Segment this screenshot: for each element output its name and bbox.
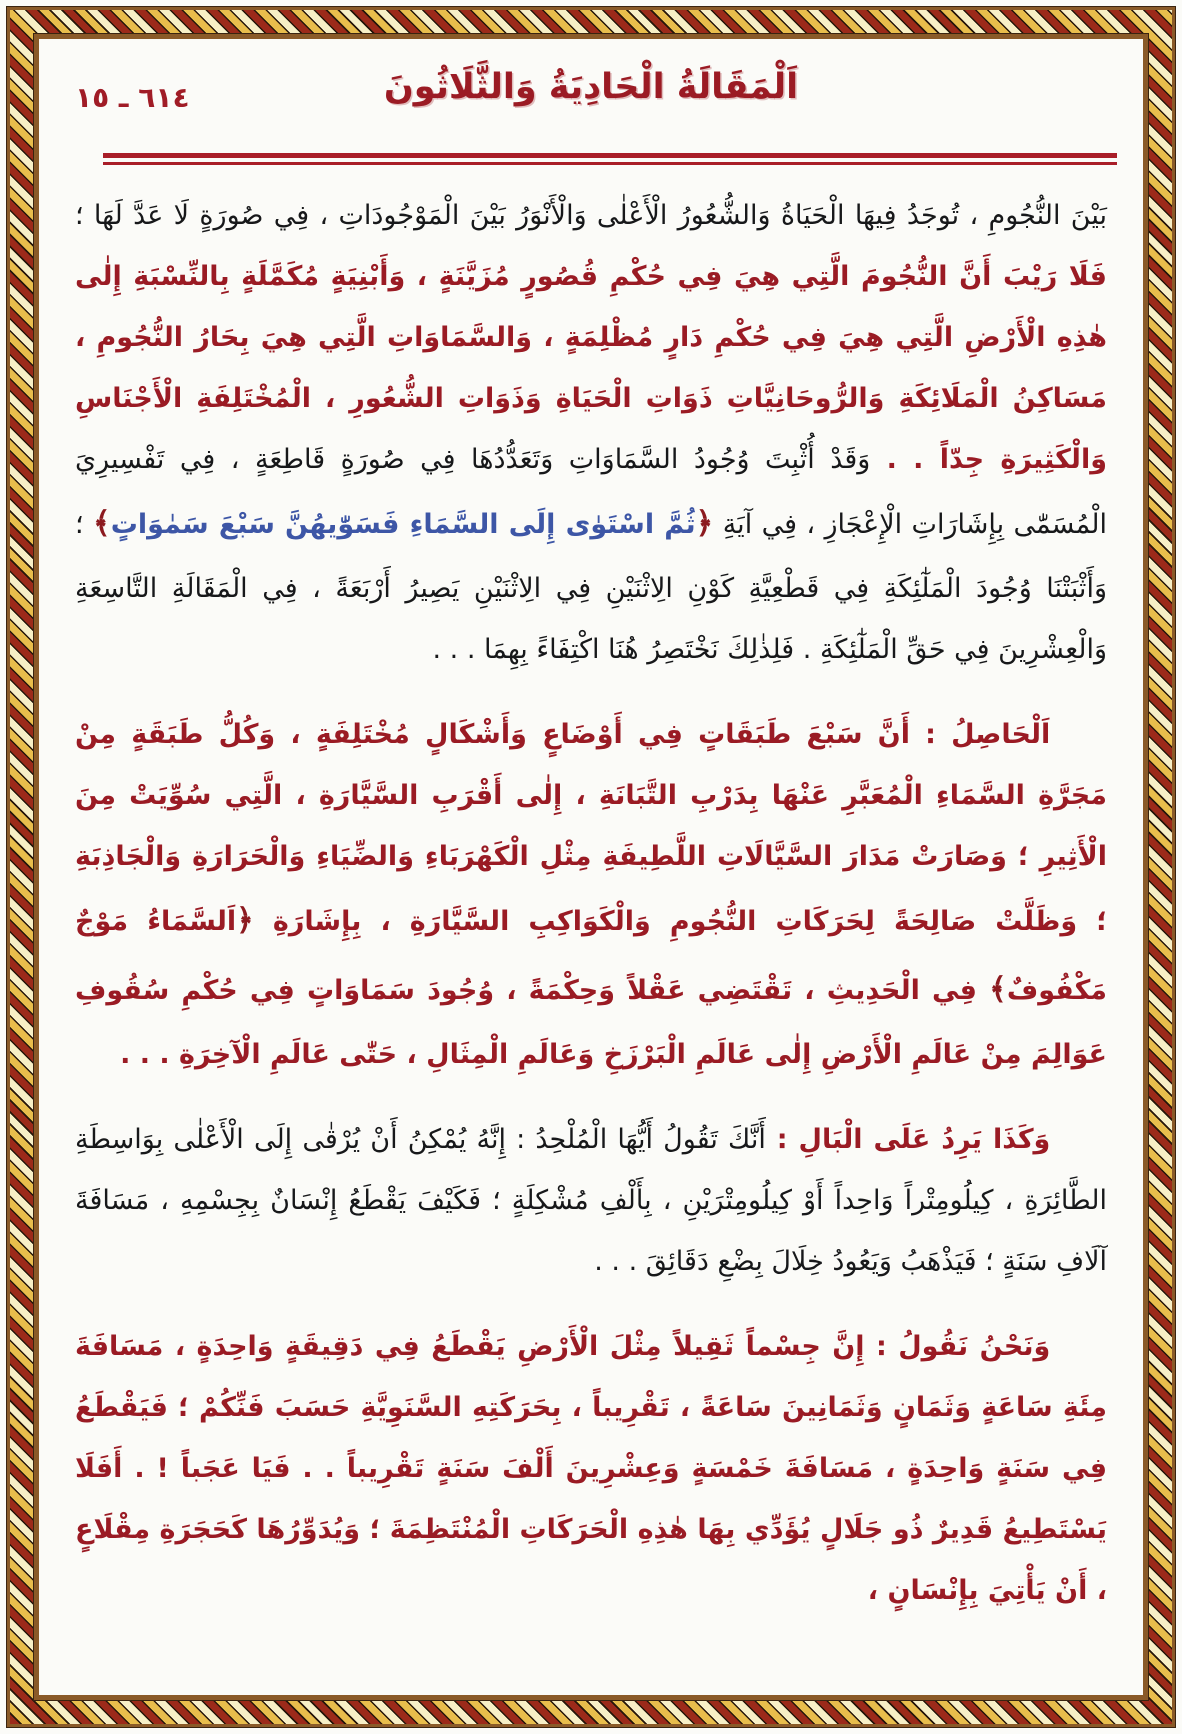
verse-bracket-ornament: ﴿ bbox=[695, 506, 714, 542]
emphasis-segment: وَنَحْنُ نَقُولُ : إِنَّ جِسْماً ثَقِيلاً مِثْلَ الْأَرْضِ يَقْطَعُ فِي دَقِيقَةٍ وَاحِدَةٍ ، مَسَافَةَ مِئَةِ سَاعَةٍ وَثَمَانٍ وَثَمَانِينَ سَاعَةً ، تَقْرِيباً ، بِحَرَكَتِهِ السَّنَوِيَّةِ حَسَبَ فَنِّكُمْ ؛ فَيَقْطَعُ فِي سَنَةٍ وَاحِدَةٍ ، مَسَافَةَ خَمْسَةٍ وَعِشْرِينَ أَلْفَ سَنَةٍ تَقْرِيباً . . فَيَا عَجَباً ! . أَفَلَا يَسْتَطِيعُ قَدِيرٌ ذُو جَلَالٍ يُؤَدِّي بِهَا هٰذِهِ الْحَرَكَاتِ الْمُنْتَظِمَةَ ؛ وَيُدَوِّرُهَا كَحَجَرَةِ مِقْلَاعٍ ، أَنْ يَأْتِيَ بِإِنْسَانٍ ، bbox=[75, 1331, 1107, 1607]
text-segment: وَقَدْ أُثْبِتَ وُجُودُ السَّمَاوَاتِ وَتَعَدُّدُهَا فِي صُورَةٍ قَاطِعَةٍ ، فِي تَفْسِيرِيَ الْمُسَمّٰى بِإِشَارَاتِ الْإِعْجَازِ ، فِي آيَةِ bbox=[75, 444, 1107, 541]
paragraph bbox=[75, 704, 1107, 1085]
body-text bbox=[65, 179, 1117, 1621]
paragraph bbox=[75, 1316, 1107, 1621]
emphasis-segment: اَلْحَاصِلُ : أَنَّ سَبْعَ طَبَقَاتٍ فِي أَوْضَاعٍ وَأَشْكَالٍ مُخْتَلِفَةٍ ، وَكُلُّ طَبَقَةٍ مِنْ مَجَرَّةِ السَّمَاءِ الْمُعَبَّرِ عَنْهَا بِدَرْبِ التَّبَانَةِ ، إِلٰى أَقْرَبِ السَّيَّارَةِ ، الَّتِي سُوِّيَتْ مِنَ الْأَثِيرِ ؛ وَصَارَتْ مَدَارَ السَّيَّالَاتِ اللَّطِيفَةِ مِثْلِ الْكَهْرَبَاءِ وَالضِّيَاءِ وَالْحَرَارَةِ وَالْجَاذِبَةِ ؛ وَظَلَّتْ صَالِحَةً لِحَرَكَاتِ النُّجُومِ وَالْكَوَاكِبِ السَّيَّارَةِ ، بِإِشَارَةِ bbox=[75, 719, 1107, 938]
page-header bbox=[65, 67, 1117, 143]
emphasis-segment: وَكَذَا يَرِدُ عَلَى الْبَالِ : bbox=[765, 1124, 1051, 1156]
verse-bracket-ornament: ﴾ bbox=[989, 971, 1007, 1007]
verse-bracket-ornament: ﴾ bbox=[92, 506, 111, 542]
text-segment: أَنَّكَ تَقُولُ أَيُّهَا الْمُلْحِدُ : إِنَّهُ يُمْكِنُ أَنْ يُرْقٰى إِلَى الْأَعْلٰى بِوَاسِطَةِ الطَّائِرَةِ ، كِيلُومِتْراً وَاحِداً أَوْ كِيلُومِتْرَيْنِ ، بِأَلْفِ مُشْكِلَةٍ ؛ فَكَيْفَ يَقْطَعُ إِنْسَانٌ بِجِسْمِهِ ، مَسَافَةَ آلَافِ سَنَةٍ ؛ فَيَذْهَبُ وَيَعُودُ خِلَالَ بِضْعِ دَقَائِقَ . . . bbox=[75, 1124, 1107, 1278]
verse-bracket-ornament: ﴿ bbox=[236, 903, 254, 939]
text-segment: بَيْنَ النُّجُومِ ، تُوجَدُ فِيهَا الْحَيَاةُ وَالشُّعُورُ الْأَعْلٰى وَالْأَنْوَرُ بَيْنَ الْمَوْجُودَاتِ ، فِي صُورَةٍ لَا عَدَّ لَهَا ؛ bbox=[75, 200, 1107, 231]
quran-verse: ثُمَّ اسْتَوٰى إِلَى السَّمَاءِ فَسَوّٰيهُنَّ سَبْعَ سَمٰوَاتٍ bbox=[110, 509, 696, 541]
page-title: اَلْمَقَالَةُ الْحَادِيَةُ وَالثَّلَاثُونَ bbox=[383, 67, 799, 107]
text-segment: ؛ وَأَثْبَتْنَا وُجُودَ الْمَلٰٓئِكَةِ فِي قَطْعِيَّةِ كَوْنِ الِاثْنَيْنِ فِي الِاثْنَيْنِ يَصِيرُ أَرْبَعَةً ، فِي الْمَقَالَةِ التَّاسِعَةِ وَالْعِشْرِينَ فِي حَقِّ الْمَلٰٓئِكَةِ . فَلِذٰلِكَ نَخْتَصِرُ هُنَا اكْتِفَاءً بِهِمَا . . . bbox=[75, 509, 1107, 666]
page-number: ٦١٤ ـ ١٥ bbox=[75, 81, 190, 114]
page-content bbox=[39, 39, 1143, 1695]
emphasis-segment: فِي الْحَدِيثِ ، تَقْتَضِي عَقْلاً وَحِكْمَةً ، وُجُودَ سَمَاوَاتٍ فِي حُكْمِ سُقُوفِ عَوَالِمَ مِنْ عَالَمِ الْأَرْضِ إِلٰى عَالَمِ الْبَرْزَخِ وَعَالَمِ الْمِثَالِ ، حَتّٰى عَالَمِ الْآخِرَةِ . . . bbox=[75, 974, 1107, 1071]
emphasis-segment: فَلَا رَيْبَ أَنَّ النُّجُومَ الَّتِي هِيَ فِي حُكْمِ قُصُورٍ مُزَيَّنَةٍ ، وَأَبْنِيَةٍ مُكَمَّلَةٍ بِالنِّسْبَةِ إِلٰى هٰذِهِ الْأَرْضِ الَّتِي هِيَ فِي حُكْمِ دَارٍ مُظْلِمَةٍ ، وَالسَّمَاوَاتِ الَّتِي هِيَ بِحَارُ النُّجُومِ ، مَسَاكِنُ الْمَلَائِكَةِ وَالرُّوحَانِيَّاتِ ذَوَاتِ الْحَيَاةِ وَذَوَاتِ الشُّعُورِ ، الْمُخْتَلِفَةِ الْأَجْنَاسِ وَالْكَثِيرَةِ جِدّاً . . bbox=[75, 261, 1107, 476]
divider-rule-bottom bbox=[103, 162, 1117, 165]
header-divider bbox=[103, 153, 1117, 165]
emphasis-segment: اَلسَّمَاءُ مَوْجٌ مَكْفُوفٌ bbox=[75, 906, 1107, 1006]
paragraph bbox=[75, 185, 1107, 680]
paragraph bbox=[75, 1109, 1107, 1292]
